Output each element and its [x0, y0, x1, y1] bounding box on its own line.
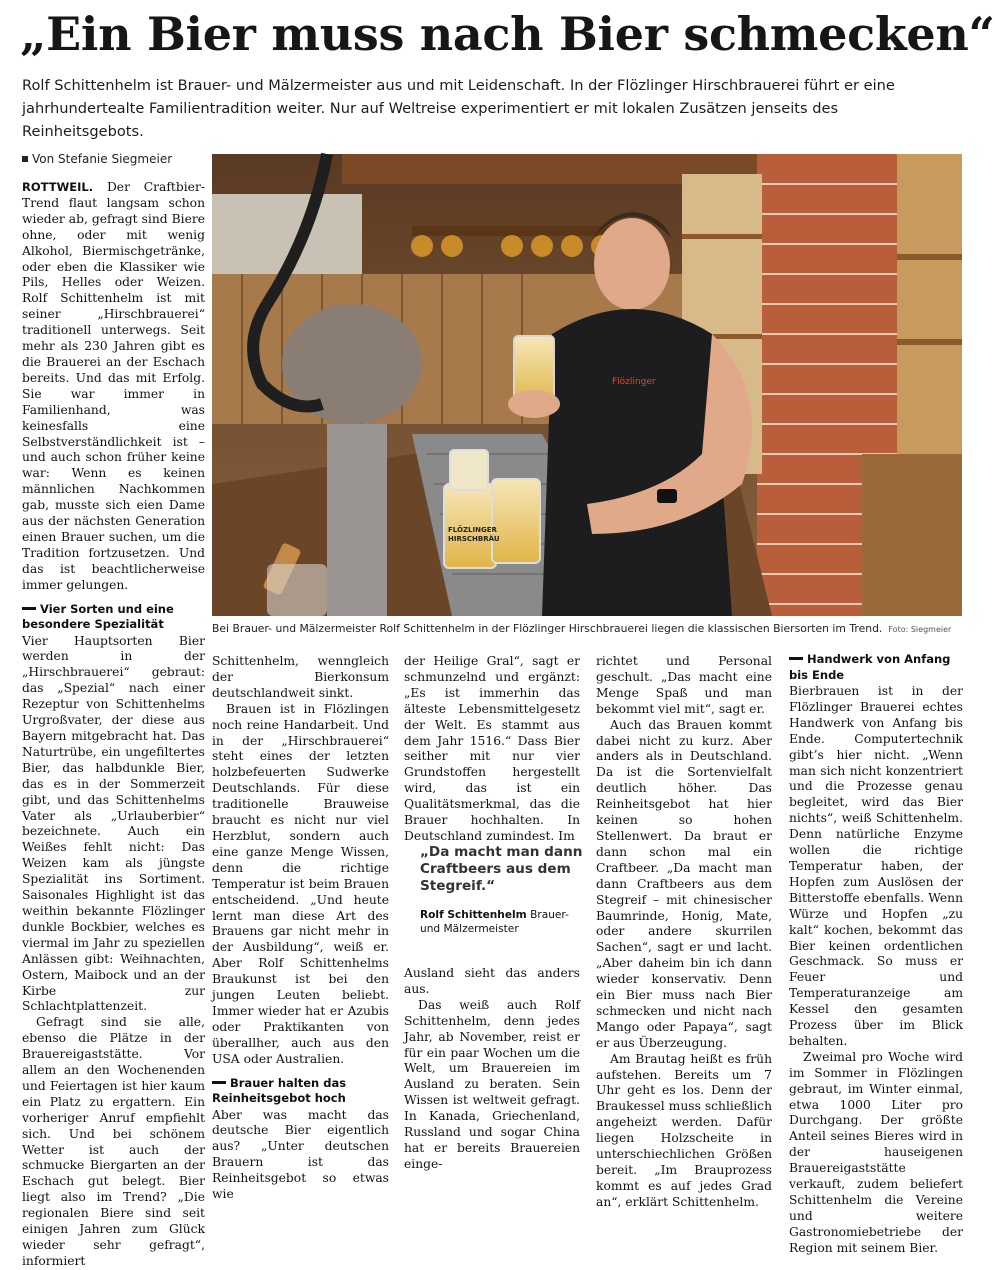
subheading-bar-icon — [22, 607, 36, 610]
subheading-bar-icon — [212, 1081, 226, 1084]
pull-quote-role: Brauer- und Mälzermeister — [420, 909, 569, 935]
column-3-top — [404, 654, 580, 845]
caption-text: Bei Brauer- und Mälzermeister Rolf Schittenhelm in der Flözlinger Hirschbrauerei liegen die klassischen Biersorten im Trend. — [212, 622, 883, 635]
paragraph: Zweimal pro Woche wird im Sommer in Flözlingen gebraut, im Winter einmal, etwa 1000 Liter pro Durchgang. Der größte Anteil seines Bieres wird in der hauseigenen Brauereigaststätte verkauft, zudem beliefert Schittenhelm die Vereine und weitere Gastronomiebetriebe der Region mit seinem Bier. — [789, 1049, 963, 1255]
pull-quote-author: Rolf Schittenhelm — [420, 909, 527, 921]
paragraph: Brauen ist in Flözlingen noch reine Handarbeit. Und in der „Hirschbrauerei“ steht eines der letzten holzbefeuerten Sudwerke Deutschlands. Für diese traditionelle Brauweise braucht es nicht nur viel Herzblut, sondern auch eine ganze Menge Wissen, denn die richtige Temperatur ist beim Brauen entscheidend. „Und heute lernt man diese Art des Brauens gar nicht mehr in der Ausbildung“, weiß er. Aber Rolf Schittenhelms Braukunst ist bei den jungen Leuten beliebt. Immer wieder hat er Azubis oder Praktikanten von überallher, auch aus den USA oder Australien. — [212, 701, 389, 1066]
column-5 — [789, 652, 963, 1257]
photo-illustration — [212, 154, 962, 616]
paragraph: der Heilige Gral“, sagt er schmunzelnd und ergänzt: „Es ist immerhin das älteste Lebensmittelgesetz der Welt. Es stammt aus dem Jahr 1516.“ Dass Bier seither mit nur vier Grundstoffen hergestellt wird, das ist ein Qualitätsmerkmal, das die Brauer hochhalten. In Deutschland zumindest. Im — [404, 654, 580, 843]
byline-square-icon — [22, 156, 28, 162]
lead-paragraph: Rolf Schittenhelm ist Brauer- und Mälzermeister aus und mit Leidenschaft. In der Flözlinger Hirschbrauerei führt er eine jahrhundertealte Familientradition weiter. Nur auf Weltreise experimentiert er mit lokalen Zusätzen jenseits des Reinheitsgebots. — [22, 77, 895, 140]
paragraph: Gefragt sind sie alle, ebenso die Plätze in der Brauereigaststätte. Vor allem an den Wochenenden und Feiertagen ist hier kaum ein Platz zu ergattern. Ein vorheriger Anruf empfiehlt sich. Und bei schönem Wetter ist auch der schmucke Biergarten an der Eschach gut belegt. Bier liegt also im Trend? „Die regionalen Biere sind seit einigen Jahren zum Glück wieder sehr gefragt“, informiert — [22, 1015, 205, 1268]
paragraph: Bierbrauen ist in der Flözlinger Brauerei echtes Handwerk von Anfang bis Ende. Computertechnik gibt’s hier nicht. „Wenn man sich nicht konzentriert und die Prozesse genau begleitet, wird das Bier nichts“, weiß Schittenhelm. Denn natürliche Enzyme wollen die richtige Temperatur haben, der Hopfen zum Auslösen der Bitterstoffe ebenfalls. Wenn Würze und Hopfen „zu kalt“ kochen, bekommt das Bier keinen ordentlichen Geschmack. So muss er Feuer und Temperaturanzeige am Kessel den gesamten Prozess über im Blick behalten. — [789, 684, 963, 1048]
paragraph: Schittenhelm, wenngleich der Bierkonsum deutschlandweit sinkt. — [212, 654, 389, 700]
paragraph: richtet und Personal geschult. „Das macht eine Menge Spaß und man bekommt viel mit“, sagt er. — [596, 654, 772, 716]
subheading-text: Brauer halten das Reinheitsgebot hoch — [212, 1075, 347, 1106]
column-2 — [212, 654, 389, 1203]
subheading-text: Vier Sorten und eine besondere Spezialität — [22, 601, 174, 632]
subheading-bar-icon — [789, 657, 803, 660]
mug-label-line2: HIRSCHBRÄU — [448, 535, 500, 543]
column-4 — [596, 654, 772, 1211]
subheading — [22, 602, 205, 633]
paragraph: Vier Hauptsorten Bier werden in der „Hirschbrauerei“ gebraut: das „Spezial“ nach einer Rezeptur von Schittenhelms Urgroßvater, der diese aus Bayern mitgebracht hat. Das Naturtrübe, ein ungefiltertes Bier, das halbdunkle Bier, das es in der Sommerzeit gibt, und das Schittenhelms Vater als „Urlauberbier“ bezeichnete. Auch ein Weißes fehlt nicht: Das Weizen kam als jüngste Spezialität ins Sortiment. Saisonales Highlight ist das weithin bekannte Flözlinger dunkle Bockbier, welches es viermal im Jahr zu speziellen Anlässen gibt: Weihnachten, Ostern, Maibock und an der Kirbe zur Schlachtplattenzeit. — [22, 633, 205, 1014]
location-dateline: ROTTWEIL. — [22, 180, 94, 194]
byline-text: Von Stefanie Siegmeier — [32, 152, 173, 166]
subheading — [212, 1076, 389, 1107]
pull-quote-text: „Da macht man dann Craftbeers aus dem Stegreif.“ — [420, 844, 583, 894]
article-photo — [212, 154, 962, 616]
paragraph: Am Brautag heißt es früh aufstehen. Bereits um 7 Uhr geht es los. Denn der Braukessel muss schließlich angeheizt werden. Dafür liegen Holzscheite in unterschiechlichen Größen bereit. „Im Brauprozess kommt es auf jedes Grad an“, erklärt Schittenhelm. — [596, 1051, 772, 1209]
subheading — [789, 652, 963, 683]
subheading-text: Handwerk von Anfang bis Ende — [789, 652, 951, 682]
paragraph: Aber was macht das deutsche Bier eigentlich aus? „Unter deutschen Brauern ist das Reinheitsgebot so etwas wie — [212, 1107, 389, 1202]
column-3-bottom — [404, 966, 580, 1173]
paragraph-text: Der Craftbier-Trend flaut langsam schon wieder ab, gefragt sind Biere ohne, oder mit wenig Alkohol, Biermischgetränke, oder eben die Klassiker wie Pils, Helles oder Weizen. Rolf Schittenhelm ist mit seiner „Hirschbrauerei“ traditionell unterwegs. Seit mehr als 230 Jahren gibt es die Brauerei an der Eschach bereits. Und das mit Erfolg. Sie war immer in Familienhand, was keinesfalls eine Selbstverständlichkeit ist – und auch schon früher keine war: Wenn es keinen männlichen Nachkommen gab, musste sich eien Dame aus der nächsten Generation einen Brauer suchen, um die Tradition fortzusetzen. Und das ist beachtlicherweise immer gelungen. — [22, 180, 205, 592]
shirt-logo-text: Flözlinger — [612, 377, 656, 387]
column-1 — [22, 180, 205, 1270]
byline — [22, 152, 172, 166]
paragraph: Das weiß auch Rolf Schittenhelm, denn jedes Jahr, ab November, reist er für ein paar Wochen um die Welt, um Brauereien im Ausland zu beraten. Sein Wissen ist weltweit gefragt. In Kanada, Griechenland, Russland und sogar China hat er bereits Brauereien einge- — [404, 997, 580, 1171]
headline: „Ein Bier muss nach Bier schmecken“ — [20, 7, 995, 61]
paragraph: Auch das Brauen kommt dabei nicht zu kurz. Aber anders als in Deutschland. Da ist die Sortenvielfalt deutlich höher. Das Reinheitsgebot hat hier keinen so hohen Stellenwert. Da braut er dann schon mal ein Craftbeer. „Da macht man dann Craftbeers aus dem Stegreif – mit chinesischer Baumrinde, Honig, Mate, oder andere skurrilen Sachen“, sagt er und lacht. „Aber daheim bin ich dann wieder konservativ. Denn ein Bier muss nach Bier schmecken und nicht nach Mango oder Papaya“, sagt er aus Überzeugung. — [596, 717, 772, 1050]
pull-quote-source — [420, 908, 590, 936]
paragraph — [22, 180, 205, 594]
photo-caption — [212, 621, 964, 638]
photo-credit: Foto: Siegmeier — [888, 625, 952, 634]
paragraph: Ausland sieht das anders aus. — [404, 966, 580, 996]
mug-label-line1: FLÖZLINGER — [448, 526, 497, 534]
pull-quote — [420, 844, 590, 936]
